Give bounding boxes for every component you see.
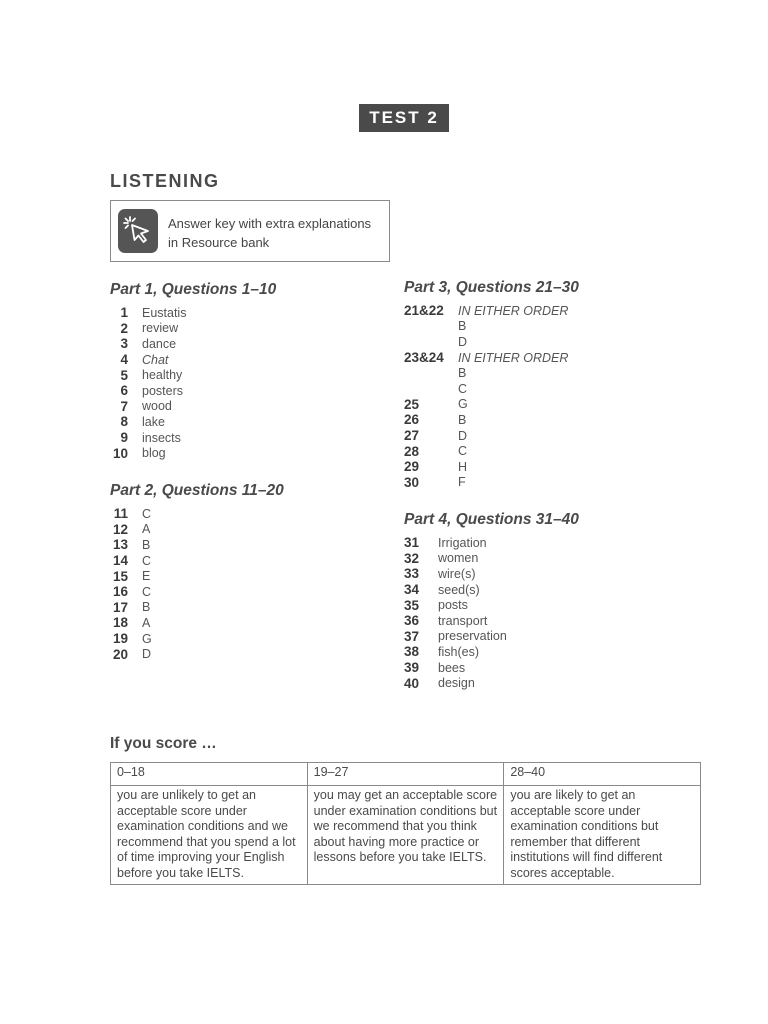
score-text-cell: you may get an acceptable score under examination conditions but we recommend that you think about having more practice or lessons before you take IELTS. bbox=[307, 786, 504, 885]
answer-text: design bbox=[438, 676, 475, 691]
answer-text: A bbox=[142, 615, 151, 630]
question-number: 14 bbox=[112, 553, 128, 569]
answer-text: Eustatis bbox=[142, 305, 187, 320]
question-number: 4 bbox=[120, 352, 128, 368]
answer-text: D bbox=[458, 334, 468, 349]
score-text-cell: you are likely to get an acceptable score under examination conditions but remember that different institutions will find different scores acceptable. bbox=[504, 786, 701, 885]
question-number: 27 bbox=[404, 428, 420, 444]
answer-row bbox=[110, 336, 186, 352]
answer-row bbox=[404, 675, 507, 691]
resource-text-line1: Answer key with extra explanations bbox=[168, 216, 372, 231]
answer-row bbox=[404, 412, 568, 428]
score-table-body-row bbox=[111, 786, 701, 885]
answer-row bbox=[110, 600, 152, 616]
question-number: 3 bbox=[120, 336, 128, 352]
score-title: If you score … bbox=[110, 735, 217, 752]
part4-list bbox=[404, 535, 507, 691]
question-number: 13 bbox=[112, 537, 128, 553]
answer-row bbox=[404, 397, 568, 413]
answer-text: seed(s) bbox=[438, 582, 480, 597]
answer-text: H bbox=[458, 459, 468, 474]
question-number: 2 bbox=[120, 320, 128, 336]
part4-title: Part 4, Questions 31–40 bbox=[404, 511, 579, 528]
score-table-header-row bbox=[111, 763, 701, 786]
answer-row bbox=[404, 443, 568, 459]
answer-text: preservation bbox=[438, 629, 507, 644]
answer-text: dance bbox=[142, 336, 177, 351]
question-number: 6 bbox=[120, 383, 128, 399]
answer-row bbox=[404, 475, 568, 491]
answer-text: posts bbox=[438, 598, 468, 613]
answer-text: B bbox=[142, 537, 151, 552]
question-number: 32 bbox=[404, 550, 420, 566]
question-number: 1 bbox=[120, 305, 128, 321]
question-number: 15 bbox=[112, 568, 128, 584]
answer-text: healthy bbox=[142, 368, 183, 383]
answer-row bbox=[404, 459, 568, 475]
answer-row bbox=[404, 597, 507, 613]
answer-text: B bbox=[458, 412, 467, 427]
part1-list bbox=[110, 305, 186, 461]
answer-row bbox=[110, 568, 152, 584]
score-range-cell: 0–18 bbox=[111, 763, 308, 786]
answer-row bbox=[404, 660, 507, 676]
answer-row bbox=[110, 383, 186, 399]
answer-row bbox=[404, 381, 568, 397]
answer-row bbox=[404, 613, 507, 629]
answer-row bbox=[404, 350, 568, 366]
test-badge: TEST 2 bbox=[359, 104, 449, 132]
answer-text: C bbox=[142, 506, 152, 521]
answer-row bbox=[404, 566, 507, 582]
answer-row bbox=[110, 321, 186, 337]
answer-row bbox=[110, 414, 186, 430]
answer-text: review bbox=[142, 321, 179, 336]
resource-text bbox=[168, 214, 388, 252]
answer-row bbox=[404, 644, 507, 660]
answer-row bbox=[404, 551, 507, 567]
score-table bbox=[110, 762, 701, 885]
part3-title: Part 3, Questions 21–30 bbox=[404, 279, 579, 296]
question-number: 19 bbox=[112, 631, 128, 647]
answer-text: Irrigation bbox=[438, 535, 487, 550]
question-number: 31 bbox=[404, 535, 420, 551]
resource-box bbox=[110, 200, 390, 262]
question-number: 10 bbox=[112, 445, 128, 461]
answer-text: women bbox=[438, 551, 479, 566]
answer-text: C bbox=[458, 381, 468, 396]
score-range-cell: 19–27 bbox=[307, 763, 504, 786]
answer-text: lake bbox=[142, 414, 165, 429]
answer-text: B bbox=[458, 366, 467, 381]
question-number: 5 bbox=[120, 367, 128, 383]
answer-row bbox=[110, 615, 152, 631]
question-number: 26 bbox=[404, 412, 420, 428]
answer-row bbox=[404, 535, 507, 551]
answer-text: D bbox=[142, 647, 152, 662]
answer-row bbox=[404, 582, 507, 598]
answer-row bbox=[110, 305, 186, 321]
answer-row bbox=[110, 631, 152, 647]
answer-text: C bbox=[142, 584, 152, 599]
question-number: 39 bbox=[404, 660, 420, 676]
question-number: 28 bbox=[404, 443, 420, 459]
answer-text: transport bbox=[438, 613, 488, 628]
answer-text: F bbox=[458, 475, 466, 490]
answer-row bbox=[110, 553, 152, 569]
question-number: 20 bbox=[112, 646, 128, 662]
answer-row bbox=[404, 303, 568, 319]
question-number: 23&24 bbox=[404, 350, 444, 366]
part2-list bbox=[110, 506, 152, 662]
answer-text: fish(es) bbox=[438, 644, 479, 659]
score-range-cell: 28–40 bbox=[504, 763, 701, 786]
answer-text: IN EITHER ORDER bbox=[458, 350, 569, 365]
question-number: 8 bbox=[120, 414, 128, 430]
part2-title: Part 2, Questions 11–20 bbox=[110, 482, 284, 499]
answer-text: wire(s) bbox=[438, 566, 476, 581]
answer-text: B bbox=[458, 319, 467, 334]
question-number: 38 bbox=[404, 644, 420, 660]
question-number: 25 bbox=[404, 396, 420, 412]
answer-row bbox=[404, 428, 568, 444]
answer-text: IN EITHER ORDER bbox=[458, 303, 569, 318]
answer-row bbox=[404, 319, 568, 335]
question-number: 37 bbox=[404, 628, 420, 644]
question-number: 12 bbox=[112, 521, 128, 537]
answer-text: G bbox=[458, 397, 468, 412]
question-number: 9 bbox=[120, 430, 128, 446]
answer-text: C bbox=[458, 444, 468, 459]
answer-row bbox=[404, 365, 568, 381]
question-number: 17 bbox=[112, 599, 128, 615]
section-title: LISTENING bbox=[110, 171, 220, 191]
question-number: 21&22 bbox=[404, 303, 444, 319]
answer-text: C bbox=[142, 553, 152, 568]
answer-text: posters bbox=[142, 383, 183, 398]
question-number: 7 bbox=[120, 398, 128, 414]
answer-text: blog bbox=[142, 446, 166, 461]
answer-row bbox=[110, 537, 152, 553]
answer-row bbox=[110, 522, 152, 538]
answer-text: G bbox=[142, 631, 152, 646]
answer-row bbox=[110, 646, 152, 662]
answer-row bbox=[110, 584, 152, 600]
part3-list bbox=[404, 303, 568, 490]
question-number: 40 bbox=[404, 675, 420, 691]
answer-text: B bbox=[142, 600, 151, 615]
question-number: 11 bbox=[113, 506, 128, 522]
answer-row bbox=[110, 367, 186, 383]
cursor-click-icon bbox=[118, 209, 158, 253]
part1-title: Part 1, Questions 1–10 bbox=[110, 281, 277, 298]
answer-row bbox=[110, 506, 152, 522]
question-number: 29 bbox=[404, 459, 420, 475]
question-number: 36 bbox=[404, 613, 420, 629]
score-text-cell: you are unlikely to get an acceptable score under examination conditions and we recommend that you spend a lot of time improving your English before you take IELTS. bbox=[111, 786, 308, 885]
answer-row bbox=[404, 629, 507, 645]
question-number: 35 bbox=[404, 597, 420, 613]
answer-text: Chat bbox=[142, 352, 169, 367]
resource-text-line2: in Resource bank bbox=[168, 235, 270, 250]
answer-row bbox=[110, 430, 186, 446]
question-number: 16 bbox=[112, 584, 128, 600]
answer-row bbox=[404, 334, 568, 350]
question-number: 18 bbox=[112, 615, 128, 631]
answer-row bbox=[110, 352, 186, 368]
question-number: 30 bbox=[404, 474, 420, 490]
answer-text: D bbox=[458, 428, 468, 443]
answer-row bbox=[110, 399, 186, 415]
answer-text: insects bbox=[142, 430, 181, 445]
answer-text: bees bbox=[438, 660, 466, 675]
answer-text: E bbox=[142, 569, 151, 584]
answer-text: A bbox=[142, 522, 151, 537]
question-number: 34 bbox=[404, 582, 420, 598]
question-number: 33 bbox=[404, 566, 420, 582]
answer-text: wood bbox=[142, 399, 172, 414]
answer-row bbox=[110, 445, 186, 461]
